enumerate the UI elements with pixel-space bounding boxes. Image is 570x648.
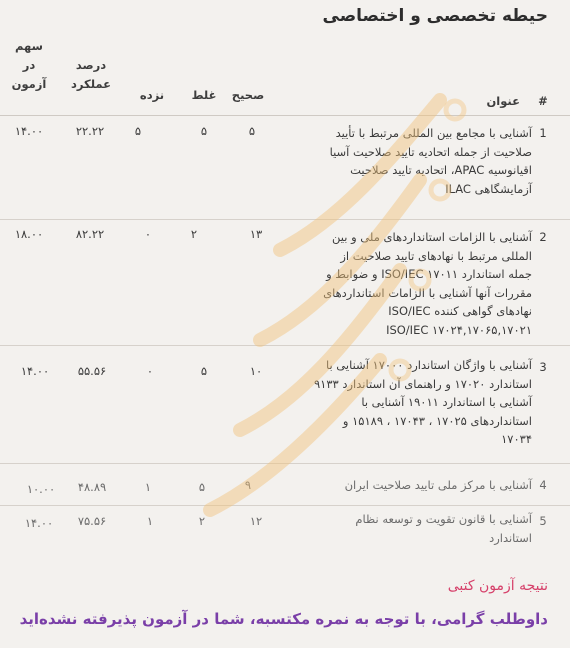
row-title-line: استاندارد (489, 530, 532, 545)
row-wrong: ۵ (200, 364, 208, 378)
row-performance: ۵۵.۵۶ (77, 364, 107, 378)
row-title (282, 476, 532, 495)
row-index: 1 (539, 126, 547, 140)
col-performance-line1: درصد (75, 58, 107, 72)
row-title-line: آشنایی با مجامع بین المللی مرتبط با تأیید (335, 126, 532, 140)
col-wrong: غلط (191, 88, 217, 102)
row-title (282, 228, 532, 339)
row-unanswered: ۵ (134, 124, 142, 138)
row-title (282, 510, 532, 547)
table-header (0, 34, 570, 116)
row-share: ۱۴.۰۰ (24, 516, 54, 530)
col-performance (66, 56, 116, 94)
row-title-line: اقیانوسیه APAC، اتحادیه تایید صلاحیت (350, 163, 532, 177)
row-wrong: ۲ (198, 514, 206, 528)
col-share-line3: آزمون (11, 77, 47, 91)
row-title (282, 356, 532, 449)
section-title: حیطه تخصصی و اختصاصی (322, 6, 548, 26)
row-performance: ۴۸.۸۹ (77, 480, 107, 494)
row-title-line: مقررات آنها آشنایی با الزامات استانداردهای (323, 285, 532, 300)
result-title: نتیجه آزمون کتبی (447, 578, 548, 594)
table-row (0, 116, 570, 220)
row-correct: ۱۲ (249, 514, 263, 528)
row-performance: ۷۵.۵۶ (77, 514, 107, 528)
row-title-line: نهادهای گواهی کننده ISO/IEC (388, 304, 532, 318)
row-wrong: ۵ (200, 124, 208, 138)
row-title-line: المللی مرتبط با نهادهای تایید صلاحیت از (340, 248, 532, 263)
row-title-line: استاندارد ۱۷۰۲۰ و راهنمای آن استاندارد ۹۱۳۳ (313, 376, 532, 391)
row-index: 3 (539, 360, 547, 374)
row-title-line: ۱۷۰۳۴ (501, 432, 532, 446)
row-index: 4 (539, 478, 547, 492)
row-title-line: استانداردهای ۱۷۰۲۵ ، ۱۷۰۴۳ ، ۱۵۱۸۹ و (342, 413, 532, 428)
row-index: 2 (539, 230, 547, 244)
row-title (282, 124, 532, 198)
row-title-line: آشنایی با استاندارد ۱۹۰۱۱ آشنایی با (361, 395, 532, 409)
row-wrong: ۵ (198, 480, 206, 494)
row-title-line: صلاحیت از جمله اتحادیه تایید صلاحیت آسیا (329, 144, 532, 159)
col-title: عنوان (486, 94, 520, 108)
col-index: # (538, 94, 548, 108)
row-share: ۱۰.۰۰ (26, 482, 56, 496)
row-unanswered: ۰ (146, 364, 154, 378)
table-row (0, 220, 570, 346)
result-message: داوطلب گرامی، با توجه به نمره مکتسبه، شما در آزمون پذیرفته نشده‌اید (19, 610, 548, 628)
row-share: ۱۸.۰۰ (14, 227, 44, 241)
row-performance: ۲۲.۲۲ (75, 124, 105, 138)
row-title-line: آزمایشگاهی ILAC (445, 181, 532, 196)
row-unanswered: ۱ (146, 514, 154, 528)
row-unanswered: ۰ (144, 227, 152, 241)
row-share: ۱۴.۰۰ (20, 364, 50, 378)
col-share (6, 37, 52, 94)
row-title-line: آشنایی با مرکز ملی تایید صلاحیت ایران (344, 478, 532, 492)
row-correct: ۱۰ (249, 364, 263, 378)
row-correct: ۱۳ (249, 227, 263, 241)
table-row (0, 464, 570, 506)
row-share: ۱۴.۰۰ (14, 124, 44, 138)
row-title-line: آشنایی با قانون تقویت و توسعه نظام (355, 512, 532, 526)
row-unanswered: ۱ (144, 480, 152, 494)
table-row (0, 506, 570, 562)
col-performance-line2: عملکرد (70, 77, 111, 91)
row-correct: ۵ (248, 124, 256, 138)
row-wrong: ۲ (190, 227, 198, 241)
row-performance: ۸۲.۲۲ (75, 227, 105, 241)
col-share-line2: در (22, 58, 36, 72)
row-title-line: آشنایی با واژگان استاندارد ۱۷۰۰۰ آشنایی با (325, 358, 532, 372)
row-index: 5 (539, 514, 547, 528)
table-row (0, 346, 570, 464)
col-share-line1: سهم (15, 39, 43, 53)
row-title-line: جمله استاندارد ISO/IEC ۱۷۰۱۱ و ضوابط و (326, 267, 532, 281)
row-title-line: ۱۷۰۲۱,ISO/IEC ۱۷۰۲۴,۱۷۰۶۵ (386, 322, 532, 337)
col-unanswered: نزده (139, 88, 165, 102)
row-correct: ۹ (244, 478, 252, 492)
col-correct: صحیح (231, 88, 265, 102)
row-title-line: آشنایی با الزامات استانداردهای ملی و بین (332, 230, 532, 244)
